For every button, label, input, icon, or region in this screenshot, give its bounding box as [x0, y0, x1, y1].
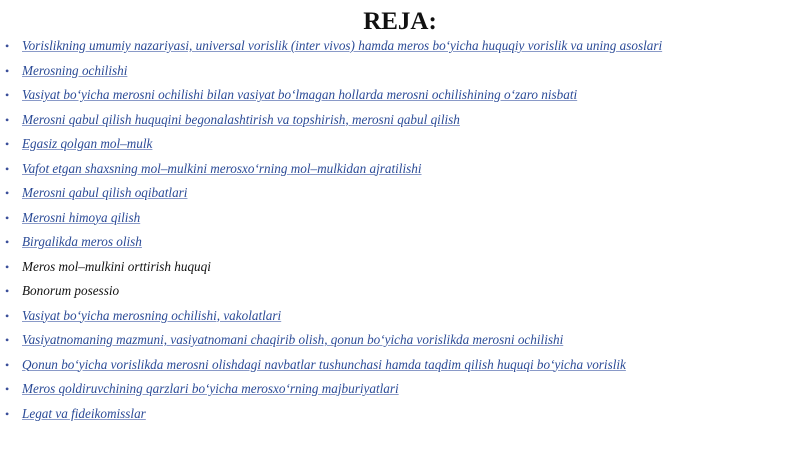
- plan-item-link[interactable]: Vorislikning umumiy nazariyasi, universal vorislik (inter vivos) hamda meros bo‘yicha huquqiy vorislik va uning asoslari: [22, 38, 663, 53]
- plan-item[interactable]: [0, 402, 800, 427]
- plan-item-link[interactable]: Merosni qabul qilish huquqini begonalashtirish va topshirish, merosni qabul qilish: [22, 111, 460, 127]
- plan-item-text: Bonorum posessio: [22, 283, 120, 298]
- plan-item[interactable]: [0, 304, 800, 329]
- bullet-icon: •: [5, 161, 10, 176]
- plan-item[interactable]: [0, 230, 800, 255]
- plan-item-link[interactable]: Vafot etgan shaxsning mol–mulkini merosxo‘rning mol–mulkidan ajratilishi: [22, 160, 422, 176]
- bullet-icon: •: [5, 88, 10, 102]
- plan-item-link[interactable]: Merosni qabul qilish oqibatlari: [22, 185, 188, 200]
- plan-item[interactable]: [0, 206, 800, 231]
- bullet-icon: •: [5, 39, 10, 53]
- bullet-icon: •: [5, 235, 10, 249]
- plan-item[interactable]: [0, 328, 800, 353]
- plan-item-link[interactable]: Merosni himoya qilish: [22, 209, 141, 225]
- plan-item[interactable]: [0, 59, 800, 84]
- plan-item-link[interactable]: Vasiyat bo‘yicha merosni ochilishi bilan vasiyat bo‘lmagan hollarda merosni ochilishining o‘zaro nisbati: [22, 87, 578, 102]
- plan-item-link[interactable]: Legat va fideikomisslar: [22, 405, 146, 421]
- bullet-icon: •: [5, 333, 10, 347]
- plan-item[interactable]: [0, 181, 800, 206]
- plan-item-link[interactable]: Merosning ochilishi: [22, 62, 128, 78]
- plan-item-link[interactable]: Meros qoldiruvchining qarzlari bo‘yicha merosxo‘rning majburiyatlari: [22, 381, 399, 396]
- bullet-icon: •: [5, 63, 10, 78]
- bullet-icon: •: [5, 308, 10, 323]
- bullet-icon: •: [5, 137, 10, 151]
- bullet-icon: •: [5, 259, 10, 274]
- bullet-icon: •: [5, 284, 10, 298]
- plan-item[interactable]: [0, 108, 800, 133]
- plan-list: [0, 34, 800, 426]
- plan-item[interactable]: [0, 353, 800, 378]
- plan-item: [0, 279, 800, 304]
- bullet-icon: •: [5, 406, 10, 421]
- bullet-icon: •: [5, 186, 10, 200]
- plan-item[interactable]: [0, 377, 800, 402]
- plan-item[interactable]: [0, 132, 800, 157]
- plan-item-link[interactable]: Birgalikda meros olish: [22, 234, 142, 249]
- plan-item[interactable]: [0, 83, 800, 108]
- plan-item-link[interactable]: Egasiz qolgan mol–mulk: [22, 136, 153, 151]
- bullet-icon: •: [5, 210, 10, 225]
- slide-title: REJA:: [363, 8, 437, 35]
- bullet-icon: •: [5, 357, 10, 372]
- plan-item-link[interactable]: Qonun bo‘yicha vorislikda merosni olishdagi navbatlar tushunchasi hamda taqdim qilish huquqi bo‘yicha vorislik: [22, 356, 626, 372]
- plan-item: [0, 255, 800, 280]
- plan-item[interactable]: [0, 34, 800, 59]
- plan-item-text: Meros mol–mulkini orttirish huquqi: [22, 258, 211, 274]
- plan-item[interactable]: [0, 157, 800, 182]
- plan-item-link[interactable]: Vasiyat bo‘yicha merosning ochilishi, vakolatlari: [22, 307, 282, 323]
- bullet-icon: •: [5, 112, 10, 127]
- plan-item-link[interactable]: Vasiyatnomaning mazmuni, vasiyatnomani chaqirib olish, qonun bo‘yicha vorislikda merosni ochilishi: [22, 332, 564, 347]
- bullet-icon: •: [5, 382, 10, 396]
